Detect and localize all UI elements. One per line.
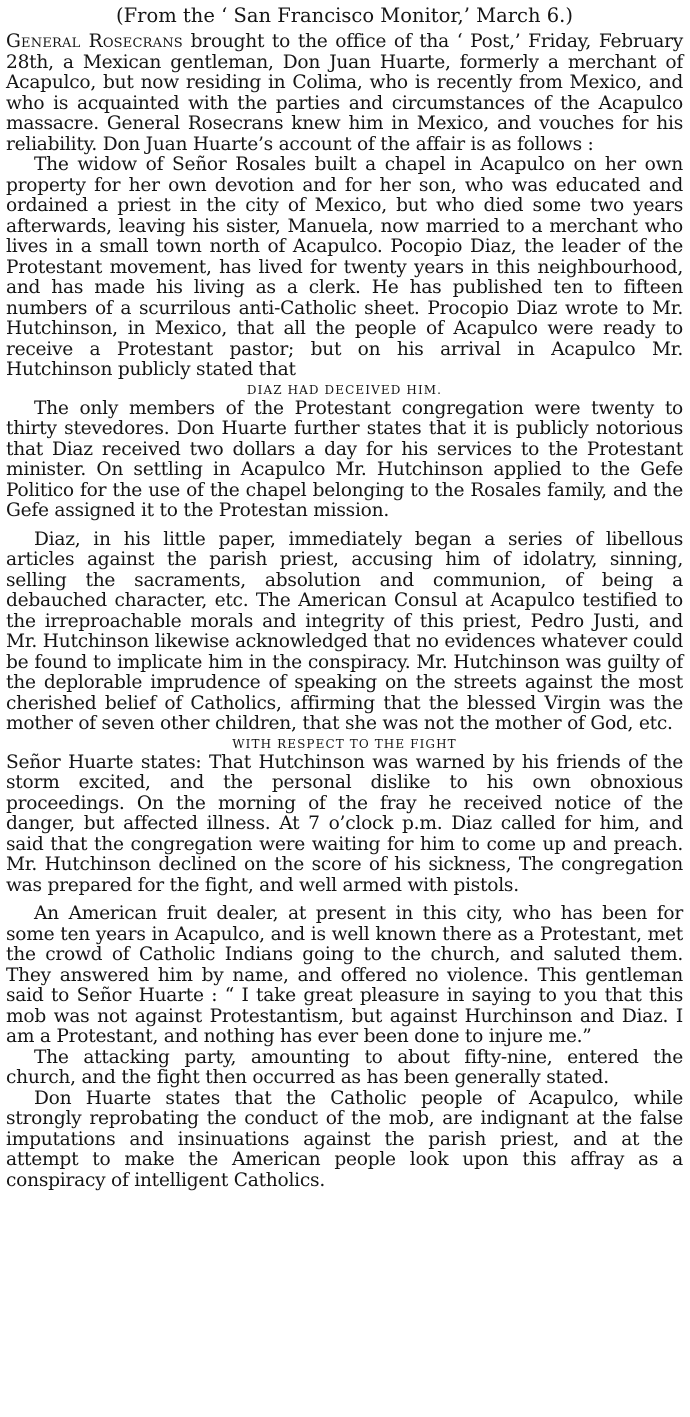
paragraph-fruit-dealer: An American fruit dealer, at present in this city, who has been for some ten years in Acapulco, and is well known there as a Protestant, met the crowd of Catholic Indians going to the church, and saluted them. They answered him by name, and offered no violence. This gentleman said to Señor Huarte : “ I take great pleasure in saying to you that this mob was not against Protestantism, but against Hurchinson and Diaz. I am a Protestant, and nothing has ever been done to injure me.”	[6, 903, 683, 1047]
paragraph-attacking-party: The attacking party, amounting to about fifty-nine, entered the church, and the fight then occurred as has been generally stated.	[6, 1046, 683, 1088]
paragraph-catholic-people: Don Huarte states that the Catholic people of Acapulco, while strongly reprobating the conduct of the mob, are indignant at the false imputations and insinuations against the parish priest, and at the attempt to make the American people look upon this affray as a conspiracy of intelligent Catholics.	[6, 1087, 683, 1191]
paragraph-intro-text: brought to the office of tha ‘ Post,’ Friday, February 28th, a Mexican gentleman, Don Juan Huarte, formerly a merchant of Acapulco, but now residing in Colima, who is recently from Mexico, and who is acquainted with the parties and circumstances of the Acapulco massacre. General Rosecrans knew him in Mexico, and vouches for his reliability. Don Juan Huarte’s account of the affair is as follows :	[6, 31, 683, 155]
paragraph-chapel: The widow of Señor Rosales built a chapel in Acapulco on her own property for her own devotion and for her son, who was educated and ordained a priest in the city of Mexico, but who died some two years afterwards, leaving his sister, Manuela, now married to a merchant who lives in a small town north of Acapulco. Pocopio Diaz, the leader of the Protestant movement, has lived for twenty years in this neighbourhood, and has made his living as a clerk. He has published ten to fifteen numbers of a scurrilous anti-Catholic sheet. Procopio Diaz wrote to Mr. Hutchinson, in Mexico, that all the people of Acapulco were ready to receive a Protestant pastor; but on his arrival in Acapulco Mr. Hutchinson publicly stated that	[6, 154, 683, 380]
paragraph-libel: Diaz, in his little paper, immediately began a series of libellous articles against the parish priest, accusing him of idolatry, sinning, selling the sacraments, absolution and communion, of being a debauched character, etc. The American Consul at Acapulco testified to the irreproachable morals and integrity of this priest, Pedro Justi, and Mr. Hutchinson likewise acknowledged that no evidences whatever could be found to implicate him in the conspiracy. Mr. Hutchinson was guilty of the deplorable imprudence of speaking on the streets against the most cherished belief of Catholics, affirming that the blessed Virgin was the mother of seven other children, that she was not the mother of God, etc.	[6, 528, 683, 734]
lead-name: General Rosecrans	[6, 31, 183, 52]
dateline: (From the ‘ San Francisco Monitor,’ March 6.)	[116, 4, 573, 27]
paragraph-congregation: The only members of the Protestant congregation were twenty to thirty stevedores. Don Huarte further states that it is publicly notorious that Diaz received two dollars a day for his services to the Protestant minister. On settling in Acapulco Mr. Hutchinson applied to the Gefe Politico for the use of the chapel belonging to the Rosales family, and the Gefe assigned it to the Protestan mission.	[6, 397, 683, 521]
subhead-deceived: DIAZ HAD DECEIVED HIM.	[246, 382, 443, 397]
subhead-fight: WITH RESPECT TO THE FIGHT	[232, 736, 457, 751]
paragraph-intro	[6, 32, 683, 155]
paragraph-huarte-states: Señor Huarte states: That Hutchinson was warned by his friends of the storm excited, and the personal dislike to his own obnoxious proceedings. On the morning of the fray he received notice of the danger, but affected illness. At 7 o’clock p.m. Diaz called for him, and said that the congregation were waiting for him to come up and preach. Mr. Hutchinson declined on the score of his sickness, The congregation was prepared for the fight, and well armed with pistols.	[6, 751, 683, 896]
